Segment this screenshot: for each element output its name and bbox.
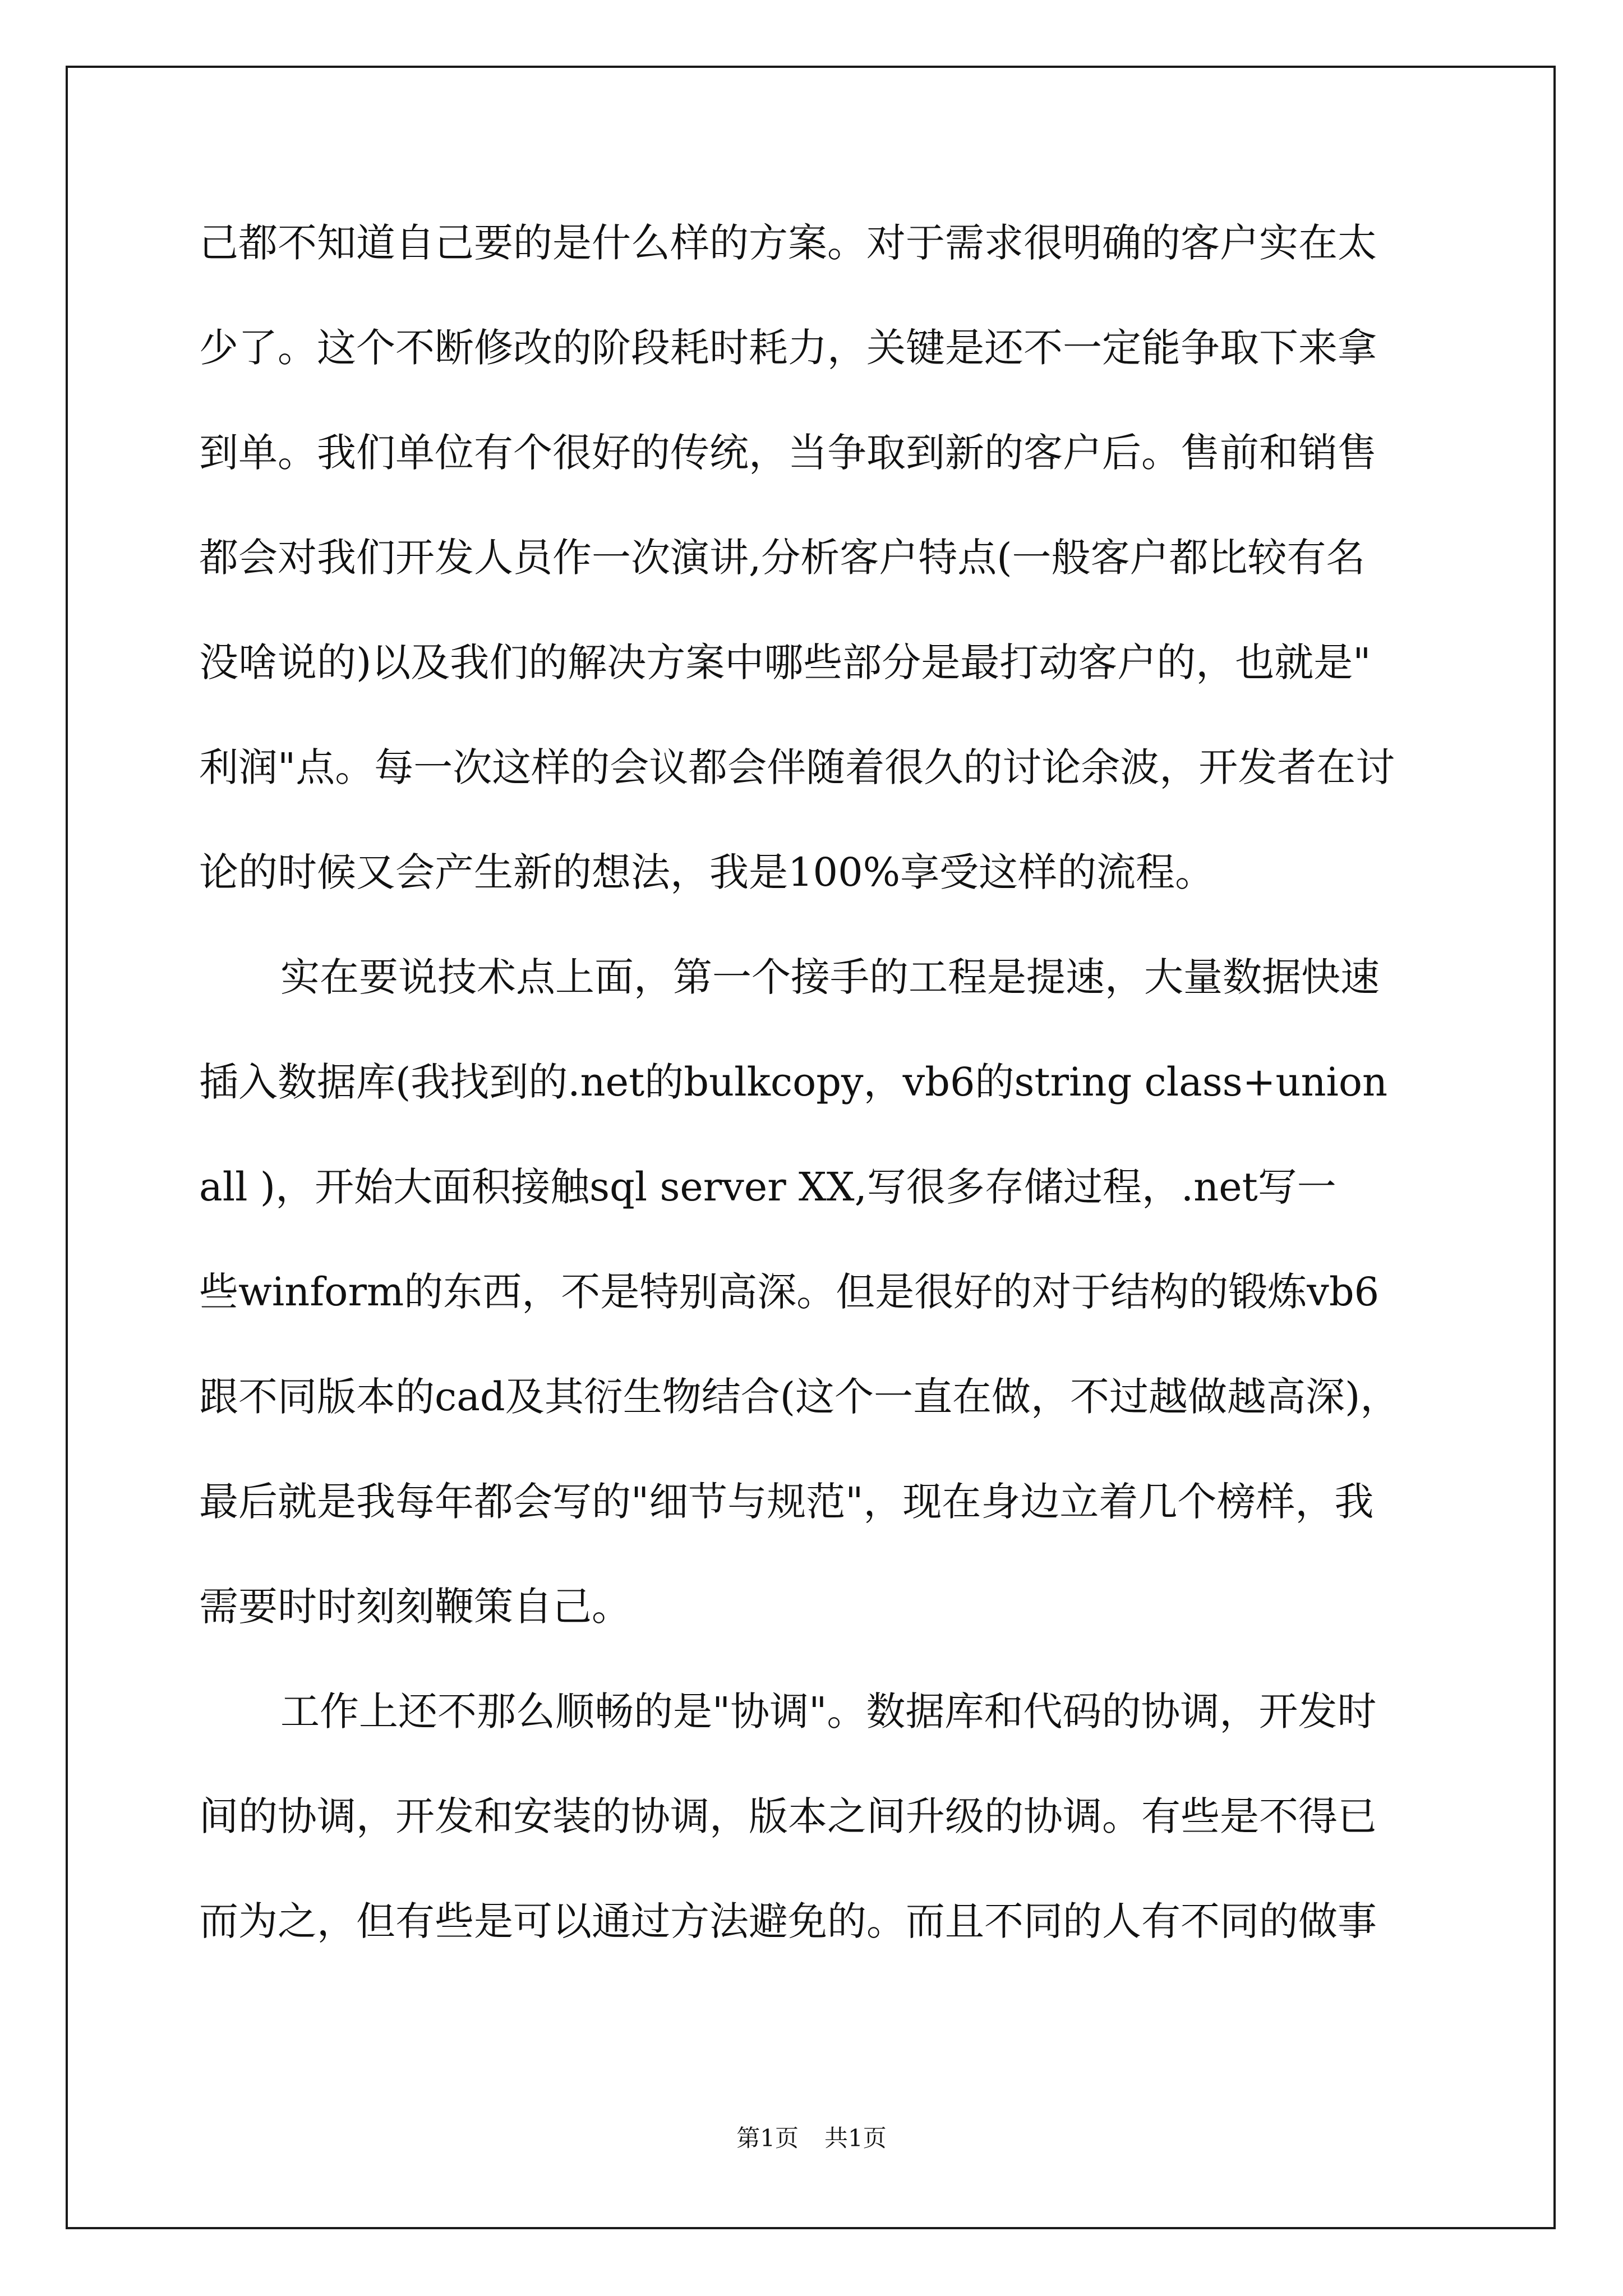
text-line: 己都不知道自己要的是什么样的方案。对于需求很明确的客户实在太	[199, 220, 1377, 266]
page-footer	[0, 2122, 1623, 2155]
text-line: 插入数据库(我找到的.net的bulkcopy，vb6的string class+union	[199, 1059, 1388, 1105]
text-line: 跟不同版本的cad及其衍生物结合(这个一直在做，不过越做越高深)，	[199, 1374, 1400, 1420]
text-line: 到单。我们单位有个很好的传统，当争取到新的客户后。售前和销售	[199, 430, 1377, 476]
text-line: 工作上还不那么顺畅的是"协调"。数据库和代码的协调，开发时	[280, 1688, 1377, 1734]
page-number: 第1页	[736, 2124, 799, 2152]
text-line: 少了。这个不断修改的阶段耗时耗力，关键是还不一定能争取下来拿	[199, 325, 1377, 371]
text-line: all )，开始大面积接触sql server XX,写很多存储过程，.net写一	[199, 1164, 1336, 1210]
text-line: 而为之，但有些是可以通过方法避免的。而且不同的人有不同的做事	[199, 1898, 1377, 1944]
text-line: 需要时时刻刻鞭策自己。	[199, 1584, 631, 1630]
text-line: 些winform的东西，不是特别高深。但是很好的对于结构的锻炼vb6	[199, 1269, 1380, 1315]
text-line: 都会对我们开发人员作一次演讲,分析客户特点(一般客户都比较有名	[199, 535, 1366, 581]
text-line: 没啥说的)以及我们的解决方案中哪些部分是最打动客户的，也就是"	[199, 639, 1371, 685]
text-line: 利润"点。每一次这样的会议都会伴随着很久的讨论余波，开发者在讨	[199, 744, 1395, 790]
page-total: 共1页	[824, 2124, 887, 2152]
text-line: 论的时候又会产生新的想法，我是100%享受这样的流程。	[199, 849, 1215, 895]
text-line: 实在要说技术点上面，第一个接手的工程是提速，大量数据快速	[280, 954, 1380, 1000]
text-line: 间的协调，开发和安装的协调，版本之间升级的协调。有些是不得已	[199, 1793, 1377, 1839]
text-line: 最后就是我每年都会写的"细节与规范"，现在身边立着几个榜样，我	[199, 1479, 1374, 1525]
